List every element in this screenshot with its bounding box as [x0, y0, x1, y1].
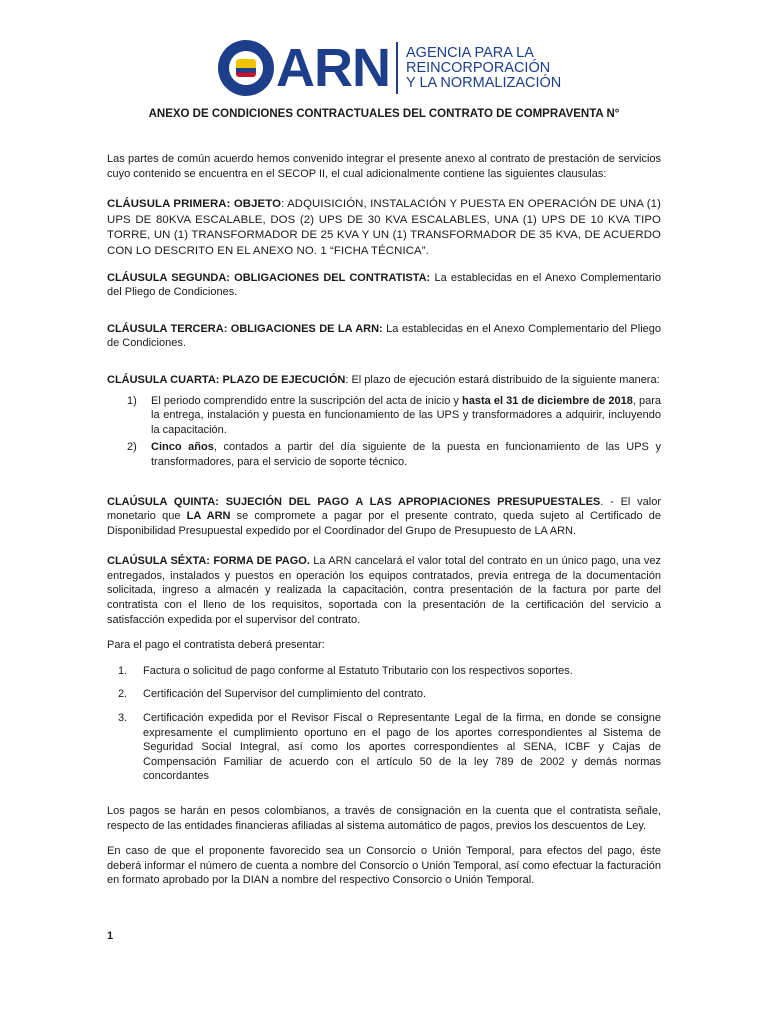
term-list	[107, 394, 661, 470]
clause-heading: CLAÚSULA QUINTA: SUJECIÓN DEL PAGO A LAS APROPIACIONES PRESUPUESTALES	[107, 495, 601, 508]
list-number: 2.	[118, 688, 128, 701]
intro-paragraph: Las partes de común acuerdo hemos convenido integrar el presente anexo al contrato de prestación de servicios cuyo contenido se encuentra en el SECOP II, el cual adicionalmente contiene las siguientes clausulas:	[107, 153, 661, 180]
document-body	[107, 152, 661, 888]
clause-text: : ADQUISICIÓN, INSTALACIÓN Y PUESTA EN OPERACIÓN DE UNA (1) UPS DE 80KVA ESCALABLE, DOS (2) UPS DE 30 KVA ESCALABLES, UNA (1) UPS DE 10 KVA TIPO TORRE, UN (1) TRANSFORMADOR DE 25 KVA Y UN (1) TRANSFORMADOR DE 35 KVA, DE ACUERDO CON LO DESCRITO EN EL ANEXO NO. 1 “FICHA TÉCNICA”.	[107, 198, 661, 257]
agency-line-3: Y LA NORMALIZACIÓN	[406, 74, 562, 91]
list-text: Factura o solicitud de pago conforme al Estatuto Tributario con los respectivos soportes.	[143, 664, 573, 677]
agency-line-2: REINCORPORACIÓN	[406, 59, 551, 76]
page-number: 1	[107, 930, 114, 942]
clause-heading: CLAÚSULA SÉXTA: FORMA DE PAGO.	[107, 555, 310, 568]
list-text: Certificación del Supervisor del cumplimiento del contrato.	[143, 688, 427, 701]
list-text: Certificación expedida por el Revisor Fiscal o Representante Legal de la firma, en donde se consigne expresamente el cumplimiento oportuno en el pago de los aportes correspondientes al Sistema de Seguridad Social Integral, así como los aportes correspondientes al SENA, ICBF y Cajas de Compensación Familiar de acuerdo con el artículo 50 de la ley 789 de 2002 y demás normas concordantes	[143, 712, 661, 783]
payments-paragraph: Los pagos se harán en pesos colombianos, a través de consignación en la cuenta que el contratista señale, respecto de las entidades financieras afiliadas al sistema automático de pagos, previos los descuentos de Ley.	[107, 805, 661, 832]
clause-heading: CLÁUSULA SEGUNDA: OBLIGACIONES DEL CONTRATISTA:	[107, 271, 431, 284]
list-item	[107, 687, 661, 702]
arn-logo	[218, 40, 561, 96]
clause-heading: CLÁUSULA CUARTA: PLAZO DE EJECUCIÓN	[107, 373, 346, 386]
clause-primera	[107, 197, 661, 259]
logo-word: ARN	[276, 38, 390, 98]
agency-name	[406, 46, 561, 91]
list-text: El periodo comprendido entre la suscripción del acta de inicio y hasta el 31 de diciembre de 2018, para la entrega, instalación y puesta en funcionamiento de las UPS y transformadores a adquirir, incluyendo la capacitación.	[151, 394, 661, 436]
arn-bold: LA ARN	[186, 510, 231, 523]
colombia-seal-icon	[218, 40, 274, 96]
clause-segunda	[107, 271, 661, 300]
clause-text: La establecidas en el Anexo Complementario del Pliego de Condiciones.	[107, 322, 661, 350]
list-item	[107, 440, 661, 469]
list-number: 3.	[118, 712, 128, 725]
clause-heading: CLÁUSULA TERCERA: OBLIGACIONES DE LA ARN:	[107, 322, 383, 335]
list-item	[107, 711, 661, 784]
clause-sexta	[107, 554, 661, 627]
payment-requirements-list	[107, 664, 661, 784]
payment-intro: Para el pago el contratista deberá presentar:	[107, 639, 325, 652]
list-number: 1.	[118, 664, 128, 677]
list-item	[107, 664, 661, 679]
support-period: Cinco años	[151, 441, 214, 454]
clause-quinta: CLAÚSULA QUINTA: SUJECIÓN DEL PAGO A LAS APROPIACIONES PRESUPUESTALES. - El valor monetario que LA ARN se compromete a pagar por el presente contrato, queda sujeto al Certificado de Disponibilidad Presupuestal expedido por el Coordinador del Grupo de Presupuesto de LA ARN.	[107, 495, 662, 537]
clause-tercera	[107, 322, 661, 351]
list-text: Cinco años, contados a partir del día siguiente de la puesta en funcionamiento de las UPS y transformadores, para el servicio de soporte técnico.	[151, 441, 661, 468]
logo-divider	[396, 42, 398, 94]
clause-heading: CLÁUSULA PRIMERA: OBJETO	[107, 198, 282, 211]
agency-line-1: AGENCIA PARA LA	[406, 44, 534, 61]
clause-text: La ARN cancelará el valor total del contrato en un único pago, una vez entregados, instalados y puestos en operación los equipos contratados, previa entrega de la documentación solicitada, ingreso a almacén y realizada la capacitación, contra presentación de la factura por parte del contratista con el lleno de los requisitos, soportada con la presentación de la certificación del servicio a satisfacción expedida por el supervisor del contrato.	[107, 555, 661, 626]
document-title: ANEXO DE CONDICIONES CONTRACTUALES DEL CONTRATO DE COMPRAVENTA N°	[148, 108, 620, 120]
list-item	[107, 394, 661, 438]
list-number: 2)	[127, 441, 137, 454]
clause-text: : El plazo de ejecución estará distribuido de la siguiente manera:	[345, 373, 660, 386]
clause-text: La establecidas en el Anexo Complementario del Pliego de Condiciones.	[107, 271, 661, 299]
clause-cuarta	[107, 373, 661, 388]
list-number: 1)	[127, 394, 137, 407]
consortium-paragraph: En caso de que el proponente favorecido sea un Consorcio o Unión Temporal, para efectos del pago, éste deberá informar el número de cuenta a nombre del Consorcio o Unión Temporal, así como efectuar la facturación en formato aprobado por la DIAN a nombre del respectivo Consorcio o Unión Temporal.	[107, 845, 661, 887]
deadline-date: hasta el 31 de diciembre de 2018	[462, 394, 633, 407]
